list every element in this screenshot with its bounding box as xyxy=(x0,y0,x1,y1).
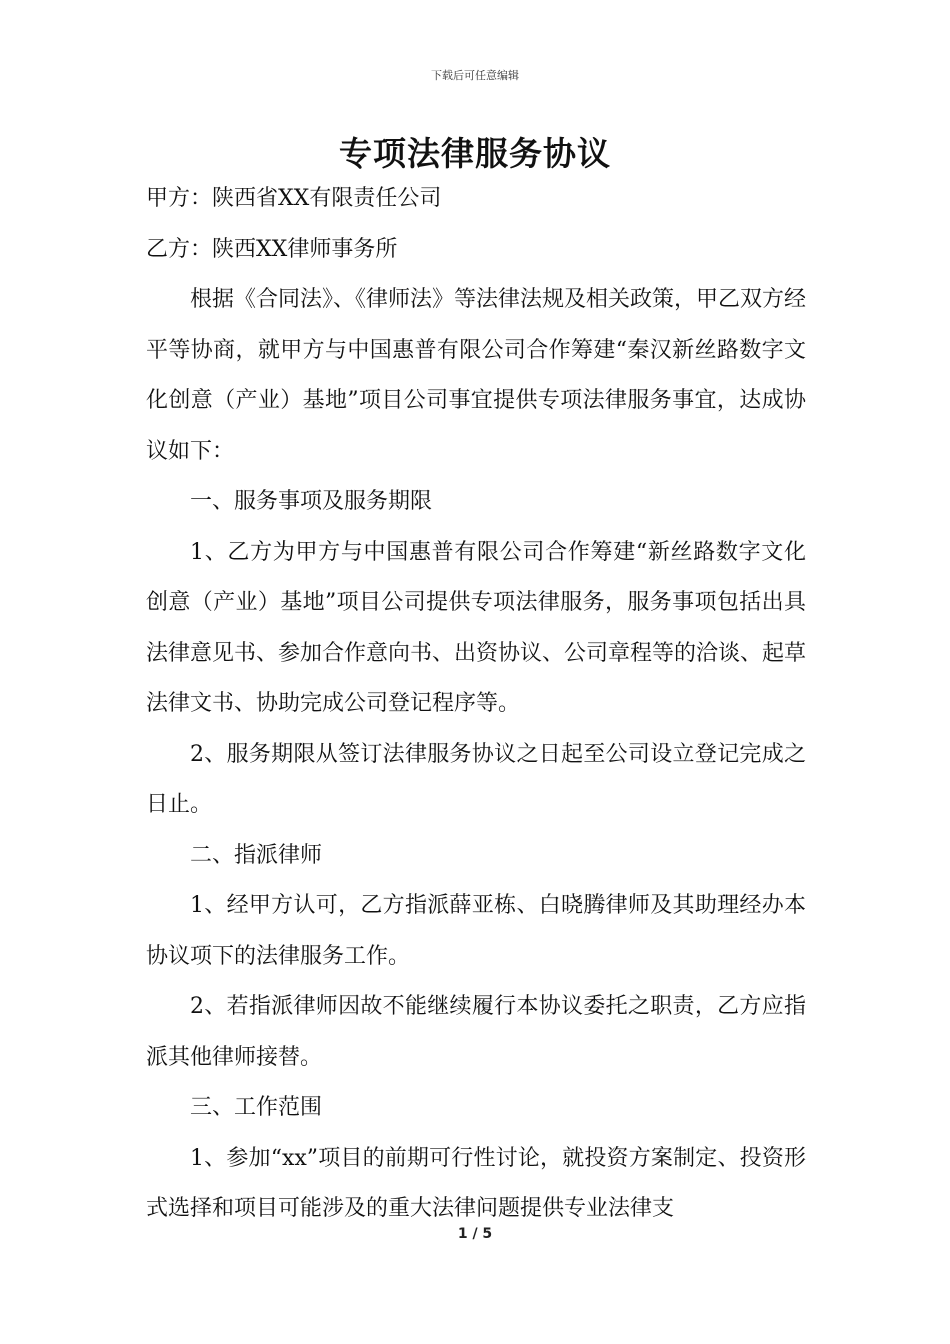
clause-1-1: 1、乙方为甲方与中国惠普有限公司合作筹建“新丝路数字文化创意（产业）基地”项目公司提供专项法律服务，服务事项包括出具法律意见书、参加合作意向书、出资协议、公司章程等的洽谈、起草法律文书、协助完成公司登记程序等。 xyxy=(146,539,807,716)
party-b-line: 乙方：陕西XX律师事务所 xyxy=(146,236,398,262)
header-note: 下载后可任意编辑 xyxy=(431,69,519,82)
page-number: 1 / 5 xyxy=(457,1226,493,1242)
intro-paragraph: 根据《合同法》、《律师法》等法律法规及相关政策，甲乙双方经平等协商，就甲方与中国惠普有限公司合作筹建“秦汉新丝路数字文化创意（产业）基地”项目公司事宜提供专项法律服务事宜，达成协议如下： xyxy=(146,287,807,464)
clause-2-1: 1、经甲方认可，乙方指派薛亚栋、白晓腾律师及其助理经办本协议项下的法律服务工作。 xyxy=(146,893,806,969)
clause-1-2: 2、服务期限从签订法律服务协议之日起至公司设立登记完成之日止。 xyxy=(146,741,806,817)
document-title: 专项法律服务协议 xyxy=(339,134,611,173)
party-a-line: 甲方：陕西省XX有限责任公司 xyxy=(146,186,442,211)
clause-2-2: 2、若指派律师因故不能继续履行本协议委托之职责，乙方应指派其他律师接替。 xyxy=(146,994,806,1070)
section-heading-1: 一、服务事项及服务期限 xyxy=(190,489,433,514)
section-heading-2: 二、指派律师 xyxy=(190,842,323,868)
section-heading-3: 三、工作范围 xyxy=(190,1095,323,1120)
document-body xyxy=(146,174,806,1235)
clause-3-1: 1、参加“xx”项目的前期可行性讨论，就投资方案制定、投资形式选择和项目可能涉及的重大法律问题提供专业法律支 xyxy=(146,1145,806,1221)
